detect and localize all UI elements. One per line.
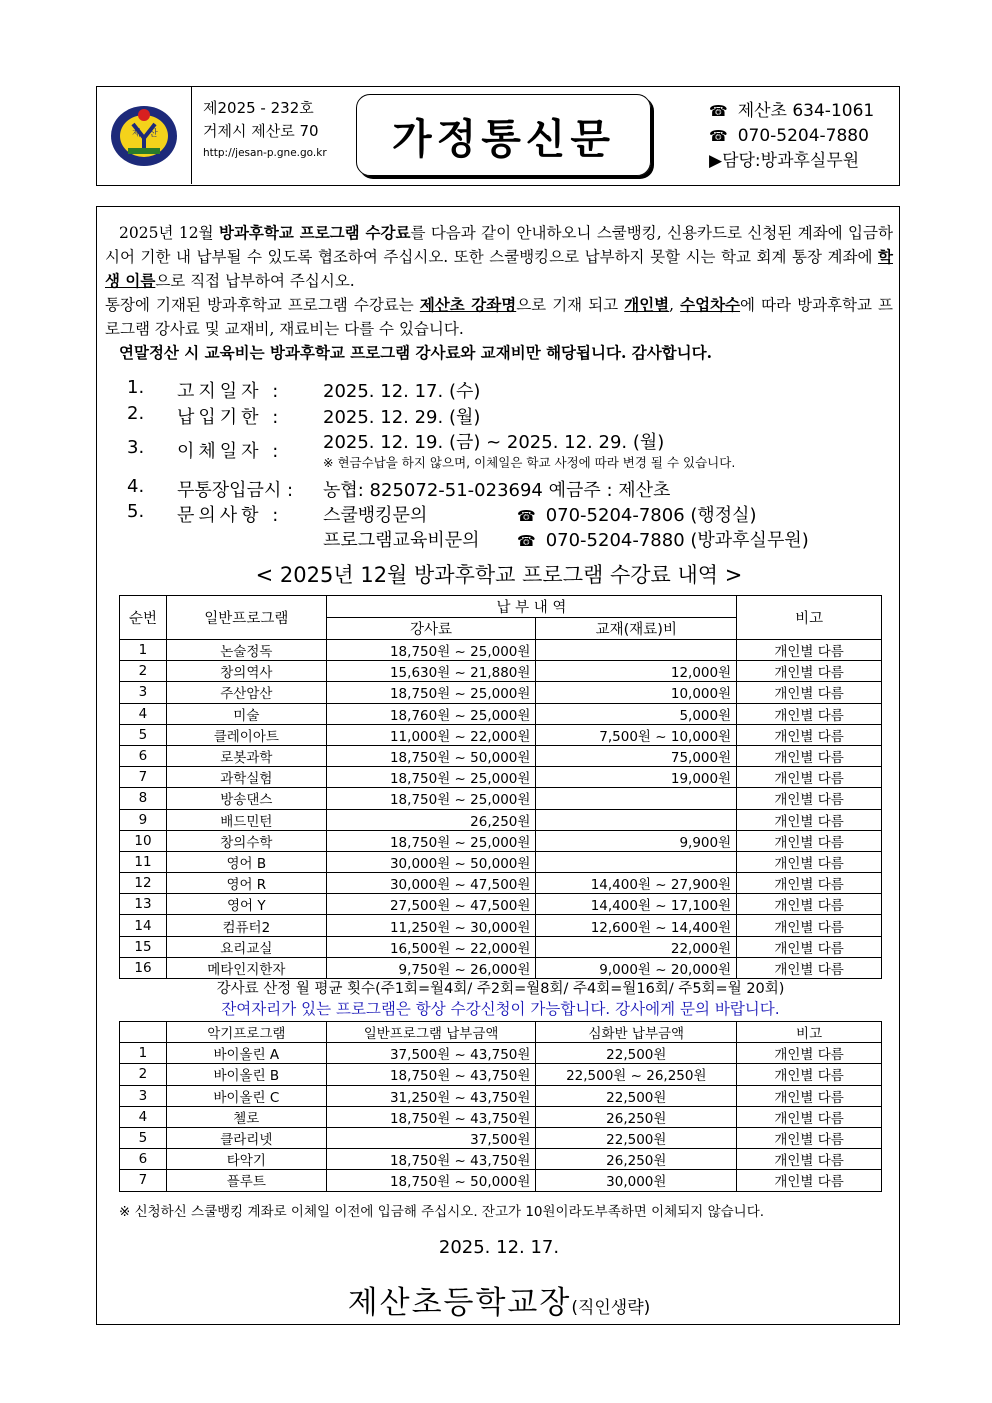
row-note: 개인별 다름: [737, 1106, 882, 1127]
intro-text-segment: ,: [669, 296, 681, 314]
lecture-fee: 9,750원 ~ 26,000원: [326, 957, 536, 978]
row-number: 5: [120, 724, 167, 745]
instrument-name: 바이올린 B: [166, 1064, 326, 1085]
advanced-fee: 30,000원: [536, 1170, 737, 1191]
row-number: 6: [120, 1149, 167, 1170]
table-row: [120, 1170, 882, 1191]
row-number: 1: [120, 1043, 167, 1064]
lecture-fee: 18,750원 ~ 25,000원: [326, 788, 536, 809]
row-number: 2: [120, 661, 167, 682]
program-name: 클레이아트: [166, 724, 326, 745]
row-note: 개인별 다름: [737, 724, 882, 745]
title-box: [356, 94, 651, 176]
program-fee-table: [119, 595, 882, 979]
row-note: 개인별 다름: [737, 1043, 882, 1064]
letter-date: 2025. 12. 17.: [438, 1237, 560, 1258]
advanced-fee: 22,500원 ~ 26,250원: [536, 1064, 737, 1085]
table-row: [120, 1085, 882, 1106]
material-fee: 7,500원 ~ 10,000원: [536, 724, 737, 745]
lecture-fee: 11,000원 ~ 22,000원: [326, 724, 536, 745]
row-note: 개인별 다름: [737, 1149, 882, 1170]
table-header-row: [120, 596, 882, 618]
intro-text: [105, 221, 893, 365]
row-number: 12: [120, 873, 167, 894]
row-number: 7: [120, 767, 167, 788]
general-fee: 31,250원 ~ 43,750원: [326, 1085, 536, 1106]
telephone-icon: ☎: [517, 507, 536, 525]
phone-2: 070-5204-7880: [737, 126, 869, 146]
lecture-fee: 30,000원 ~ 50,000원: [326, 851, 536, 872]
program-name: 영어 B: [166, 851, 326, 872]
letter-header: [96, 86, 900, 186]
material-fee: [536, 809, 737, 830]
instrument-rows: [120, 1043, 882, 1191]
program-name: 영어 Y: [166, 894, 326, 915]
row-note: 개인별 다름: [737, 809, 882, 830]
material-fee: [536, 640, 737, 661]
intro-paragraph-2: [105, 293, 893, 341]
instrument-name: 플루트: [166, 1170, 326, 1191]
intro-paragraph-3: 연말정산 시 교육비는 방과후학교 프로그램 강사료와 교재비만 해당됩니다. 감사합니다.: [119, 343, 712, 362]
advanced-fee: 22,500원: [536, 1127, 737, 1148]
intro-text-segment: 2025년 12월: [119, 224, 219, 242]
item-number: 4.: [127, 476, 145, 497]
school-address: 거제시 제산로 70: [203, 122, 319, 140]
item-value: 2025. 12. 17. (수): [323, 381, 481, 402]
row-number: 16: [120, 957, 167, 978]
general-fee: 18,750원 ~ 43,750원: [326, 1064, 536, 1085]
inquiry-phone-text: 070-5204-7880 (방과후실무원): [545, 530, 809, 551]
row-number: 4: [120, 703, 167, 724]
row-note: 개인별 다름: [737, 957, 882, 978]
instrument-fee-table: [119, 1021, 882, 1192]
row-note: 개인별 다름: [737, 851, 882, 872]
telephone-icon: ☎: [517, 532, 536, 550]
item-label: 이체일자 :: [177, 441, 283, 462]
col-header-material: 교재(재료)비: [536, 618, 737, 640]
table-title: < 2025년 12월 방과후학교 프로그램 수강료 내역 >: [255, 563, 743, 587]
table-row: [120, 851, 882, 872]
inquiry-phone-1: [517, 501, 757, 527]
intro-text-segment: 통장에 기재된 방과후학교 프로그램 수강료는: [105, 296, 420, 314]
advanced-fee: 22,500원: [536, 1043, 737, 1064]
table-row: [120, 873, 882, 894]
lecture-fee: 18,750원 ~ 25,000원: [326, 767, 536, 788]
item-value: 스쿨뱅킹문의: [323, 505, 428, 526]
instrument-name: 타악기: [166, 1149, 326, 1170]
inquiry-phone-2: [517, 526, 809, 552]
row-number: 9: [120, 809, 167, 830]
lecture-fee: 18,750원 ~ 25,000원: [326, 640, 536, 661]
contact-person: ▶담당:방과후실무원: [709, 151, 860, 171]
item-label: 무통장입금시 :: [177, 480, 294, 501]
program-name: 미술: [166, 703, 326, 724]
advanced-fee: 22,500원: [536, 1085, 737, 1106]
item-number: 3.: [127, 437, 145, 458]
intro-paragraph-1: [105, 221, 893, 293]
lecture-fee: 18,760원 ~ 25,000원: [326, 703, 536, 724]
instrument-name: 바이올린 A: [166, 1043, 326, 1064]
row-number: 10: [120, 830, 167, 851]
row-note: 개인별 다름: [737, 1085, 882, 1106]
program-name: 메타인지한자: [166, 957, 326, 978]
row-note: 개인별 다름: [737, 745, 882, 766]
material-fee: 5,000원: [536, 703, 737, 724]
program-name: 창의수학: [166, 830, 326, 851]
table-row: [120, 915, 882, 936]
material-fee: 9,900원: [536, 830, 737, 851]
general-fee: 37,500원: [326, 1127, 536, 1148]
lecture-fee: 27,500원 ~ 47,500원: [326, 894, 536, 915]
program-name: 논술정독: [166, 640, 326, 661]
lecture-fee: 18,750원 ~ 50,000원: [326, 745, 536, 766]
school-logo-icon: [109, 104, 179, 168]
intro-highlight: 개인별: [624, 295, 670, 314]
col-header-note: 비고: [737, 1022, 882, 1043]
intro-text-segment: 으로 직접 납부하여 주십시오.: [155, 272, 355, 290]
item-note: ※ 현금수납을 하지 않으며, 이체일은 학교 사정에 따라 변경 될 수 있습니다.: [323, 455, 736, 470]
lecture-fee: 18,750원 ~ 25,000원: [326, 682, 536, 703]
item-value: 2025. 12. 29. (월): [323, 407, 481, 428]
table-row: [120, 745, 882, 766]
footnote: ※ 신청하신 스쿨뱅킹 계좌로 이체일 이전에 입금해 주십시오. 잔고가 10원이라도부족하면 이체되지 않습니다.: [119, 1204, 765, 1220]
row-number: 3: [120, 682, 167, 703]
general-fee: 18,750원 ~ 50,000원: [326, 1170, 536, 1191]
row-number: 6: [120, 745, 167, 766]
row-number: 7: [120, 1170, 167, 1191]
phone-1: 제산초 634-1061: [737, 101, 875, 121]
program-name: 영어 R: [166, 873, 326, 894]
svg-text:산: 산: [149, 129, 158, 139]
material-fee: 14,400원 ~ 27,900원: [536, 873, 737, 894]
lecture-fee: 11,250원 ~ 30,000원: [326, 915, 536, 936]
summary-highlight: 잔여자리가 있는 프로그램은 항상 수강신청이 가능합니다. 강사에게 문의 바랍니다.: [221, 1000, 780, 1018]
item-value: 프로그램교육비문의: [323, 530, 480, 551]
telephone-icon: ☎: [709, 127, 728, 145]
seal-note: (직인생략): [571, 1298, 651, 1318]
summary-line: 강사료 산정 월 평균 횟수(주1회=월4회/ 주2회=월8회/ 주4회=월16회/ 주5회=월 20회): [216, 981, 785, 997]
lecture-fee: 30,000원 ~ 47,500원: [326, 873, 536, 894]
intro-text-segment: 에 따라 방과후학교 프로그램 강사료 및 교재비, 재료비는 다를 수 있습니다.: [105, 296, 893, 338]
row-note: 개인별 다름: [737, 1064, 882, 1085]
phone-line-1: [709, 99, 899, 124]
intro-highlight: 수업차수: [680, 295, 741, 314]
row-note: 개인별 다름: [737, 830, 882, 851]
intro-highlight: 방과후학교 프로그램 수강료: [218, 223, 411, 242]
lecture-fee: 18,750원 ~ 25,000원: [326, 830, 536, 851]
col-header-note: 비고: [737, 596, 882, 640]
row-number: 1: [120, 640, 167, 661]
item-label: 문의사항 :: [177, 505, 283, 526]
row-note: 개인별 다름: [737, 682, 882, 703]
program-name: 방송댄스: [166, 788, 326, 809]
table-row: [120, 640, 882, 661]
table-row: [120, 1043, 882, 1064]
item-value: 2025. 12. 19. (금) ~ 2025. 12. 29. (월): [323, 432, 665, 453]
material-fee: 9,000원 ~ 20,000원: [536, 957, 737, 978]
issue-number: 제2025 - 232호: [203, 99, 314, 117]
row-number: 13: [120, 894, 167, 915]
table-row: [120, 1106, 882, 1127]
table-row: [120, 809, 882, 830]
col-header-payment: 납 부 내 역: [326, 596, 736, 618]
table-row: [120, 1064, 882, 1085]
intro-text-segment: 를 다음과 같이 안내하오니 스쿨뱅킹, 신용카드로 신청된 계좌에 입금하시어 기한 내 납부될 수 있도록 협조하여 주십시오. 또한 스쿨뱅킹으로 납부하지 못할 시는 학교 회계 통장 계좌에: [105, 224, 893, 266]
table-row: [120, 724, 882, 745]
advanced-fee: 26,250원: [536, 1106, 737, 1127]
program-rows: [120, 640, 882, 979]
intro-highlight: 학생 이름: [105, 247, 893, 290]
school-info: [203, 97, 353, 163]
row-note: 개인별 다름: [737, 936, 882, 957]
item-label: 납입기한 :: [177, 407, 283, 428]
table-row: [120, 936, 882, 957]
item-number: 1.: [127, 377, 145, 398]
row-number: 8: [120, 788, 167, 809]
row-number: 2: [120, 1064, 167, 1085]
table-row: [120, 830, 882, 851]
table-row: [120, 682, 882, 703]
col-header-no: 순번: [120, 596, 167, 640]
col-header-fee: 강사료: [326, 618, 536, 640]
table-row: [120, 767, 882, 788]
lecture-fee: 26,250원: [326, 809, 536, 830]
row-number: 11: [120, 851, 167, 872]
advanced-fee: 26,250원: [536, 1149, 737, 1170]
signature: [97, 1277, 901, 1322]
material-fee: 14,400원 ~ 17,100원: [536, 894, 737, 915]
general-fee: 37,500원 ~ 43,750원: [326, 1043, 536, 1064]
item-value: 농협: 825072-51-023694 예금주 : 제산초: [323, 480, 671, 501]
table-row: [120, 788, 882, 809]
table-row: [120, 957, 882, 978]
row-note: 개인별 다름: [737, 915, 882, 936]
instrument-name: 첼로: [166, 1106, 326, 1127]
table-row: [120, 1127, 882, 1148]
table-row: [120, 1149, 882, 1170]
program-name: 배드민턴: [166, 809, 326, 830]
material-fee: 19,000원: [536, 767, 737, 788]
principal-name: 제산초등학교장: [347, 1285, 572, 1321]
general-fee: 18,750원 ~ 43,750원: [326, 1149, 536, 1170]
material-fee: [536, 788, 737, 809]
row-note: 개인별 다름: [737, 640, 882, 661]
general-fee: 18,750원 ~ 43,750원: [326, 1106, 536, 1127]
intro-text-segment: 으로 기재 되고: [516, 296, 625, 314]
telephone-icon: ☎: [709, 102, 728, 120]
lecture-fee: 16,500원 ~ 22,000원: [326, 936, 536, 957]
row-note: 개인별 다름: [737, 788, 882, 809]
row-note: 개인별 다름: [737, 661, 882, 682]
col-header-blank: [120, 1022, 167, 1043]
table-summary: [119, 979, 882, 1019]
letter-body: [96, 206, 900, 1325]
school-url[interactable]: http://jesan-p.gne.go.kr: [203, 147, 327, 159]
table-row: [120, 661, 882, 682]
table-row: [120, 703, 882, 724]
intro-highlight: 제산초 강좌명: [419, 295, 517, 314]
svg-text:제: 제: [132, 129, 141, 139]
material-fee: 12,600원 ~ 14,400원: [536, 915, 737, 936]
row-note: 개인별 다름: [737, 767, 882, 788]
col-header-advanced: 심화반 납부금액: [536, 1022, 737, 1043]
item-label: 고지일자 :: [177, 381, 283, 402]
inquiry-phone-text: 070-5204-7806 (행정실): [545, 505, 757, 526]
program-name: 주산암산: [166, 682, 326, 703]
col-header-general: 일반프로그램 납부금액: [326, 1022, 536, 1043]
program-name: 컴퓨터2: [166, 915, 326, 936]
material-fee: 12,000원: [536, 661, 737, 682]
material-fee: [536, 851, 737, 872]
instrument-name: 바이올린 C: [166, 1085, 326, 1106]
row-number: 15: [120, 936, 167, 957]
material-fee: 22,000원: [536, 936, 737, 957]
row-note: 개인별 다름: [737, 894, 882, 915]
row-number: 5: [120, 1127, 167, 1148]
row-number: 3: [120, 1085, 167, 1106]
page-title: 가정통신문: [391, 114, 616, 163]
item-number: 5.: [127, 501, 145, 522]
program-name: 과학실험: [166, 767, 326, 788]
contact-info: [709, 99, 899, 174]
row-number: 14: [120, 915, 167, 936]
program-name: 로봇과학: [166, 745, 326, 766]
instrument-name: 클라리넷: [166, 1127, 326, 1148]
item-number: 2.: [127, 403, 145, 424]
material-fee: 75,000원: [536, 745, 737, 766]
row-note: 개인별 다름: [737, 1170, 882, 1191]
row-note: 개인별 다름: [737, 703, 882, 724]
col-header-instrument: 악기프로그램: [166, 1022, 326, 1043]
row-note: 개인별 다름: [737, 1127, 882, 1148]
phone-line-2: [709, 124, 899, 149]
program-name: 요리교실: [166, 936, 326, 957]
table-header-row: [120, 1022, 882, 1043]
logo-cell: [97, 87, 192, 184]
col-header-program: 일반프로그램: [166, 596, 326, 640]
lecture-fee: 15,630원 ~ 21,880원: [326, 661, 536, 682]
row-note: 개인별 다름: [737, 873, 882, 894]
table-row: [120, 894, 882, 915]
material-fee: 10,000원: [536, 682, 737, 703]
program-name: 창의역사: [166, 661, 326, 682]
row-number: 4: [120, 1106, 167, 1127]
